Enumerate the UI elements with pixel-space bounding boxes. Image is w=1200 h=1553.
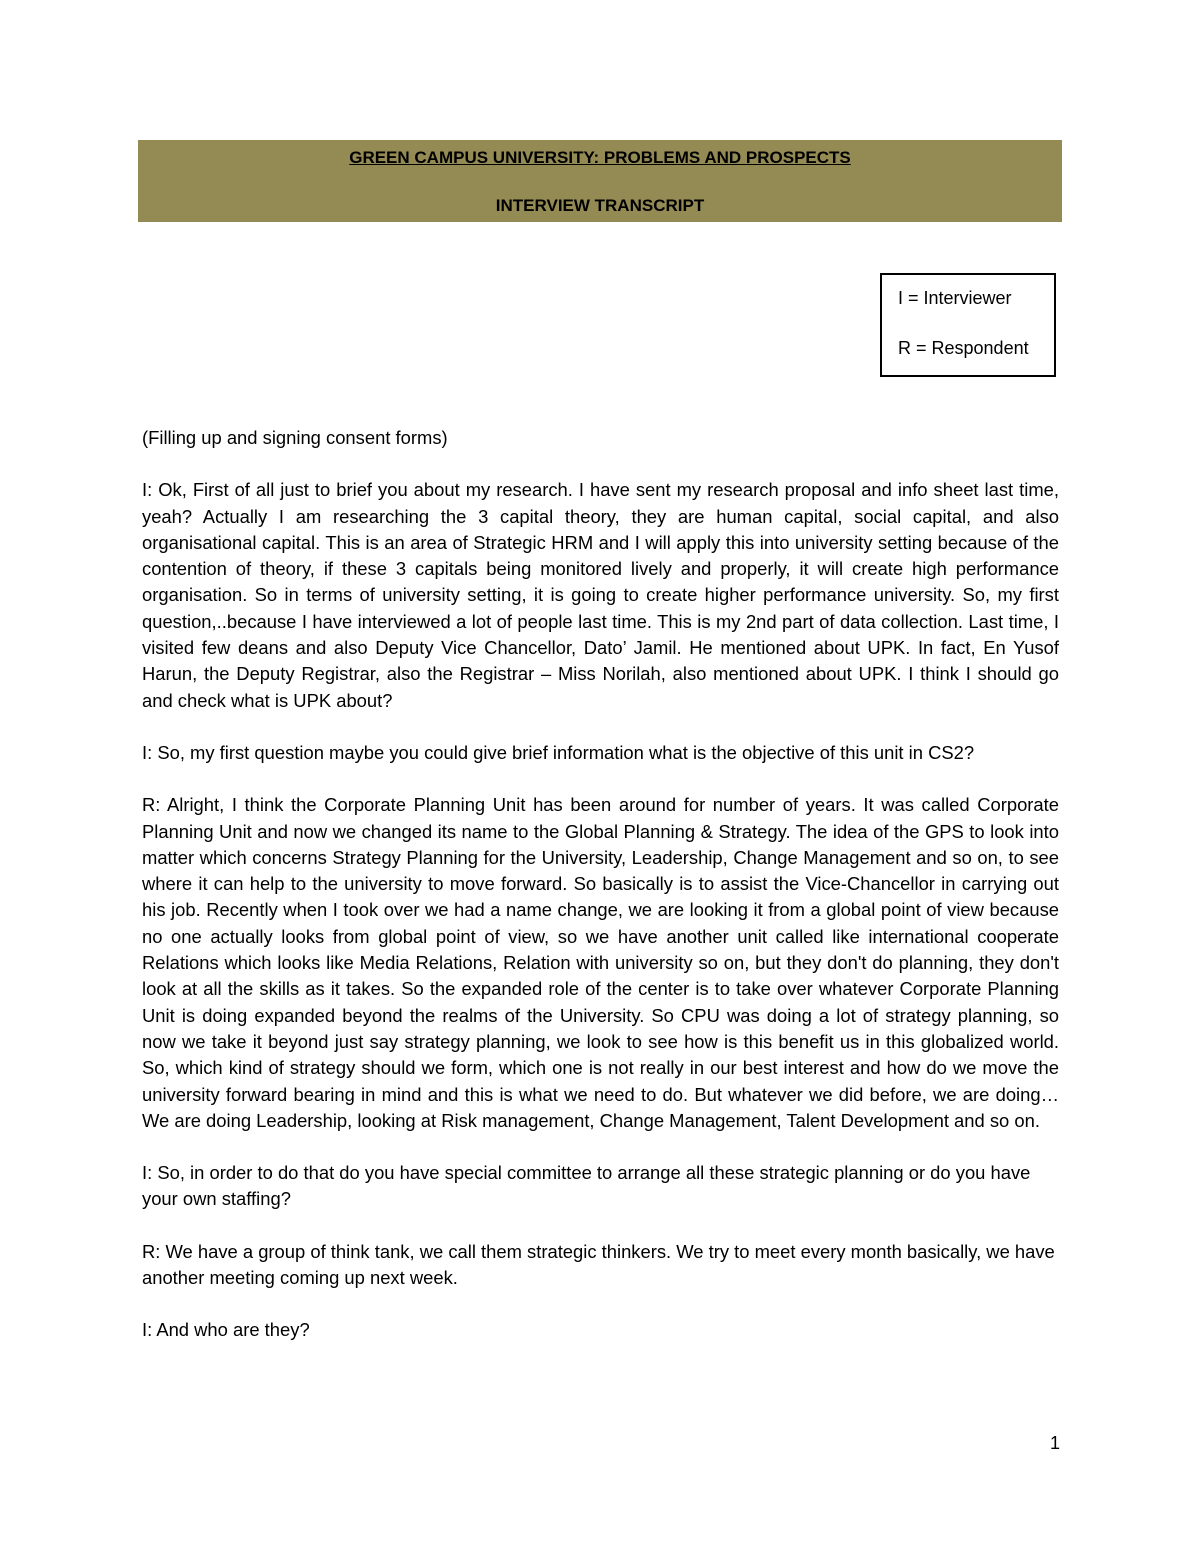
transcript-body bbox=[142, 425, 1059, 1370]
transcript-paragraph: I: Ok, First of all just to brief you about my research. I have sent my research proposal and info sheet last time, yeah? Actually I am researching the 3 capital theory, they are human capital, social capital, and also organisational capital. This is an area of Strategic HRM and I will apply this into university setting because of the contention of theory, if these 3 capitals being monitored lively and properly, it will create high performance organisation. So in terms of university setting, it is going to create higher performance university. So, my first question,..because I have interviewed a lot of people last time. This is my 2nd part of data collection. Last time, I visited few deans and also Deputy Vice Chancellor, Dato’ Jamil. He mentioned about UPK. In fact, En Yusof Harun, the Deputy Registrar, also the Registrar – Miss Norilah, also mentioned about UPK. I think I should go and check what is UPK about? bbox=[142, 479, 1059, 711]
document-subtitle: INTERVIEW TRANSCRIPT bbox=[495, 196, 705, 215]
transcript-paragraph: I: So, my first question maybe you could give brief information what is the objective of this unit in CS2? bbox=[142, 741, 975, 763]
transcript-paragraph: R: We have a group of think tank, we call them strategic thinkers. We try to meet every month basically, we have another meeting coming up next week. bbox=[142, 1240, 1055, 1289]
legend-interviewer: I = Interviewer bbox=[898, 288, 1012, 308]
transcript-paragraph: I: And who are they? bbox=[142, 1319, 310, 1341]
document-title: GREEN CAMPUS UNIVERSITY: PROBLEMS AND PROSPECTS bbox=[349, 148, 851, 167]
legend-respondent: R = Respondent bbox=[898, 338, 1029, 358]
transcript-paragraph: I: So, in order to do that do you have special committee to arrange all these strategic planning or do you have your own staffing? bbox=[142, 1162, 1031, 1210]
page-number: 1 bbox=[1049, 1433, 1060, 1453]
transcript-paragraph: R: Alright, I think the Corporate Planning Unit has been around for number of years. It was called Corporate Planning Unit and now we changed its name to the Global Planning & Strategy. The idea of the GPS to look into matter which concerns Strategy Planning for the University, Leadership, Change Management and so on, to see where it can help to the university to move forward. So basically is to assist the Vice-Chancellor in carrying out his job. Recently when I took over we had a name change, we are looking it from a global point of view because no one actually looks from global point of view, so we have another unit called like international cooperate Relations which looks like Media Relations, Relation with university so on, but they don't do planning, they don't look at all the skills as it takes. So the expanded role of the center is to take over whatever Corporate Planning Unit is doing expanded beyond the realms of the University. So CPU was doing a lot of strategy planning, so now we take it beyond just say strategy planning, we look to see how is this benefit us in this globalized world. So, which kind of strategy should we form, which one is not really in our best interest and how do we move the university forward bearing in mind and this is what we need to do. But whatever we did before, we are doing…We are doing Leadership, looking at Risk management, Change Management, Talent Development and so on. bbox=[142, 794, 1059, 1131]
consent-note: (Filling up and signing consent forms) bbox=[142, 427, 448, 448]
speaker-legend bbox=[880, 273, 1056, 377]
header-band bbox=[138, 140, 1062, 222]
